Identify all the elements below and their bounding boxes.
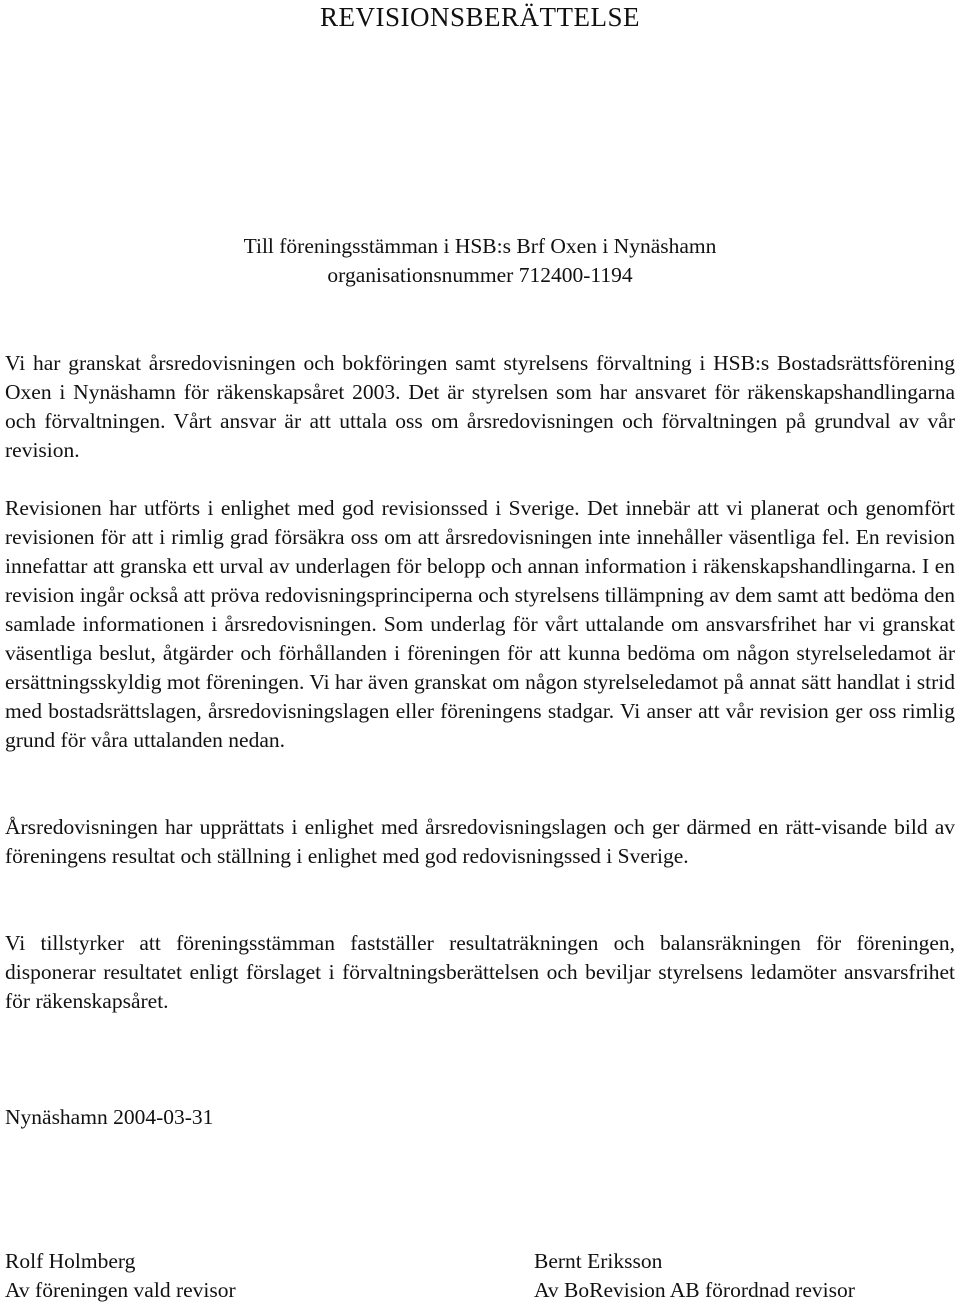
signatory-role: Av BoRevision AB förordnad revisor bbox=[534, 1278, 855, 1302]
recipient-line-1: Till föreningsstämman i HSB:s Brf Oxen i Nynäshamn bbox=[243, 234, 717, 258]
signatory-name: Bernt Eriksson bbox=[534, 1249, 663, 1273]
signatory-name: Rolf Holmberg bbox=[5, 1249, 136, 1273]
paragraph-scope: Vi har granskat årsredovisningen och bokföringen samt styrelsens förvaltning i HSB:s Bostadsrättsförening Oxen i Nynäshamn för räkenskapsåret 2003. Det är styrelsen som har ansvaret för räkenskapshandlingarna och förvaltningen. Vårt ansvar är att uttala oss om årsredovisningen och förvaltningen på grundval av vår revision. bbox=[5, 351, 955, 462]
recipient-line-2: organisationsnummer 712400-1194 bbox=[327, 263, 633, 287]
signatory-1 bbox=[5, 1247, 236, 1305]
paragraph-opinion: Årsredovisningen har upprättats i enlighet med årsredovisningslagen och ger därmed en rätt-visande bild av föreningens resultat och ställning i enlighet med god redovisningssed i Sverige. bbox=[5, 815, 955, 868]
signatory-2 bbox=[534, 1247, 855, 1305]
signatory-role: Av föreningen vald revisor bbox=[5, 1278, 236, 1302]
recipient-address bbox=[0, 232, 960, 290]
place-and-date: Nynäshamn 2004-03-31 bbox=[5, 1105, 214, 1129]
paragraph-method: Revisionen har utförts i enlighet med god revisionssed i Sverige. Det innebär att vi planerat och genomfört revisionen för att i rimlig grad försäkra oss om att årsredovisningen inte innehåller väsentliga fel. En revision innefattar att granska ett urval av underlagen för belopp och annan information i räkenskapshandlingarna. I en revision ingår också att pröva redovisningsprinciperna och styrelsens tillämpning av dem samt att bedöma den samlade informationen i årsredovisningen. Som underlag för vårt uttalande om ansvarsfrihet har vi granskat väsentliga beslut, åtgärder och förhållanden i föreningen för att kunna bedöma om någon styrelseledamot är ersättningsskyldig mot föreningen. Vi har även granskat om någon styrelseledamot på annat sätt handlat i strid med bostadsrättslagen, årsredovisningslagen eller föreningens stadgar. Vi anser att vår revision ger oss rimlig grund för våra uttalanden nedan. bbox=[5, 496, 955, 752]
document-title: REVISIONSBERÄTTELSE bbox=[320, 2, 640, 32]
paragraph-recommendation: Vi tillstyrker att föreningsstämman fastställer resultaträkningen och balansräkningen för föreningen, disponerar resultatet enligt förslaget i förvaltningsberättelsen och beviljar styrelsens ledamöter ansvarsfrihet för räkenskapsåret. bbox=[5, 931, 955, 1013]
